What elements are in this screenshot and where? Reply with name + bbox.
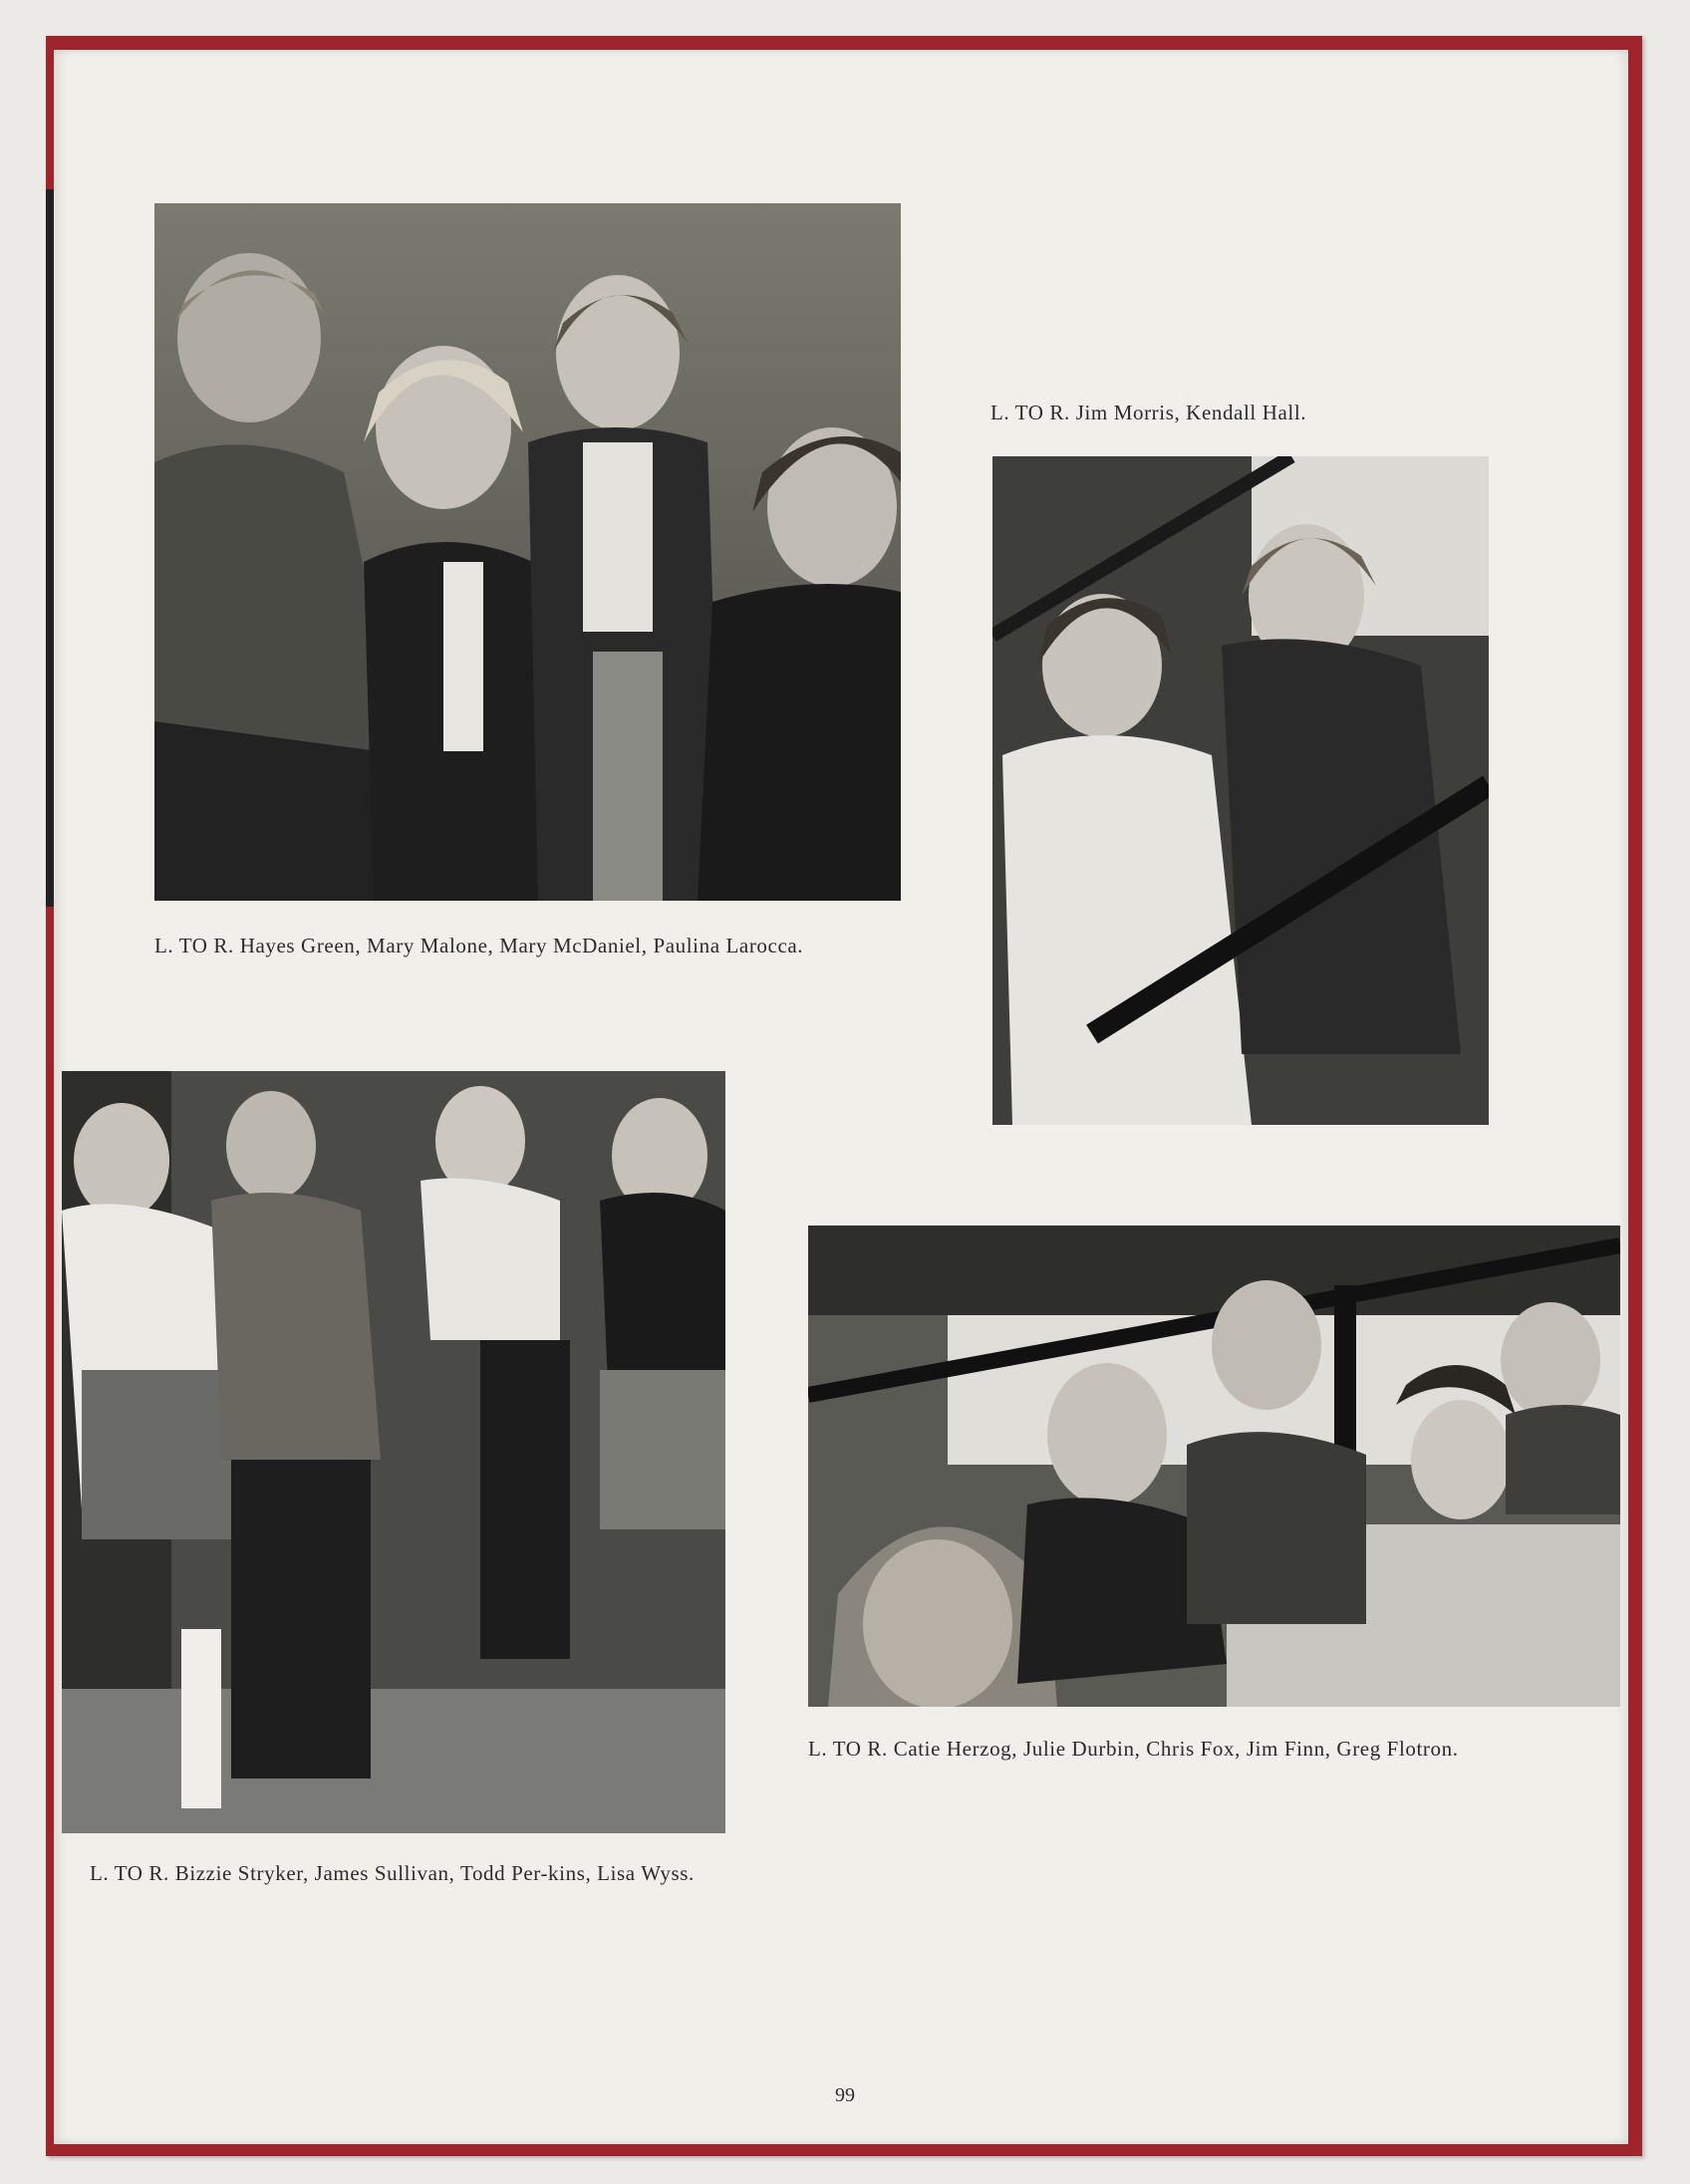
page-number: 99 [835,2084,855,2106]
caption-photo-3: L. TO R. Bizzie Stryker, James Sullivan, Todd Per-kins, Lisa Wyss. [90,1861,695,1885]
photo-hayes-green-group [154,203,901,901]
caption-photo-4: L. TO R. Catie Herzog, Julie Durbin, Chris Fox, Jim Finn, Greg Flotron. [808,1737,1459,1761]
caption-photo-2: L. TO R. Jim Morris, Kendall Hall. [990,401,1307,424]
photo-bizzie-stryker-group [62,1071,725,1833]
photo-catie-herzog-group [808,1226,1620,1707]
photo-jim-morris-group [992,456,1489,1125]
caption-photo-1: L. TO R. Hayes Green, Mary Malone, Mary McDaniel, Paulina Larocca. [154,934,804,957]
